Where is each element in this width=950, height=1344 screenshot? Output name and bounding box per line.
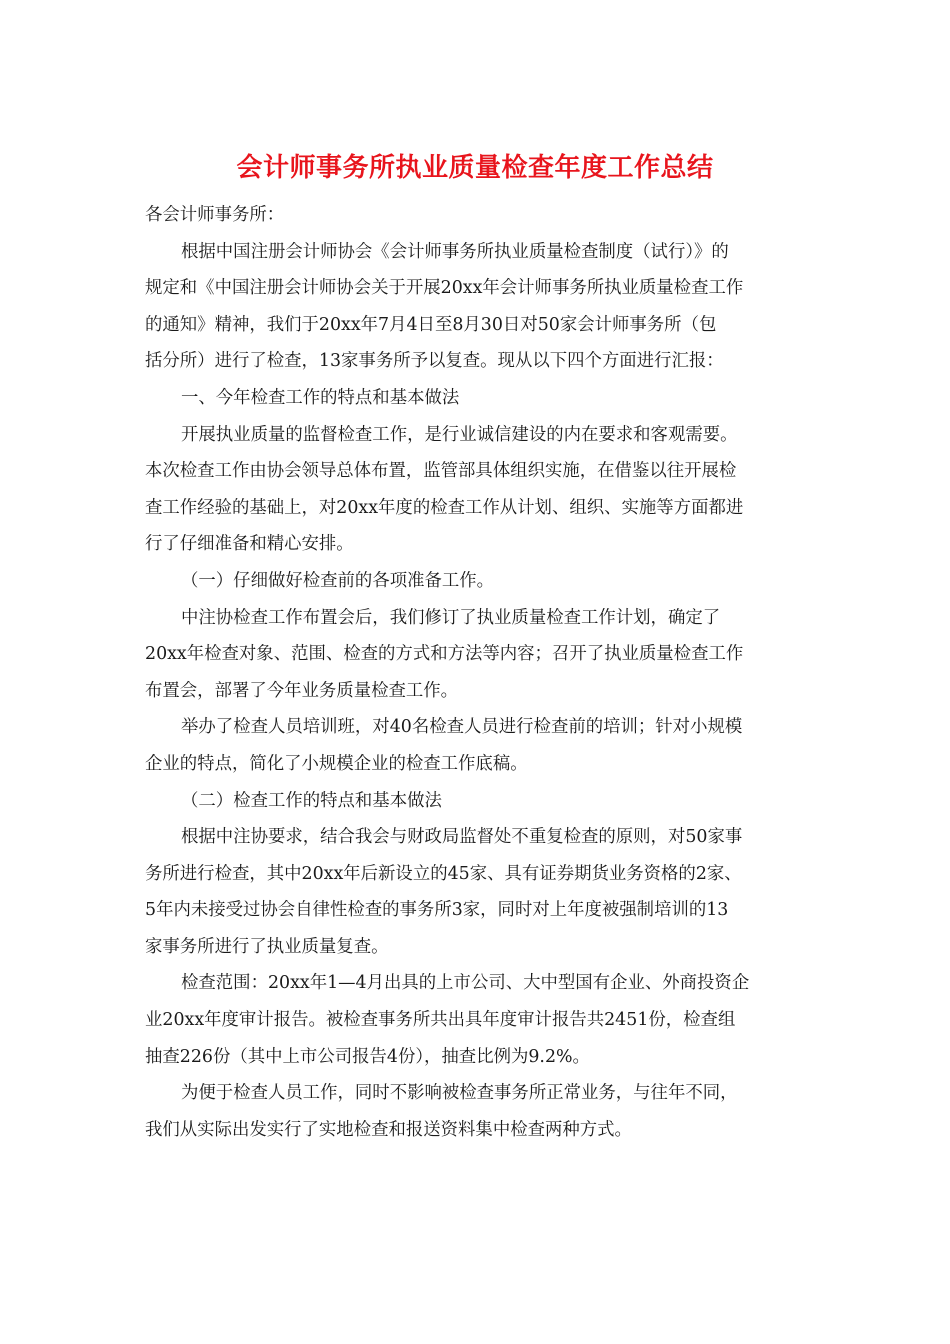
paragraph-line: 举办了检查人员培训班，对40名检查人员进行检查前的培训；针对小规模 <box>181 717 743 738</box>
document-body <box>145 197 805 1148</box>
paragraph-line: 一、今年检查工作的特点和基本做法 <box>181 387 460 408</box>
paragraph-line: 的通知》精神，我们于20xx年7月4日至8月30日对50家会计师事务所（包 <box>145 314 717 335</box>
paragraph-line: 括分所）进行了检查，13家事务所予以复查。现从以下四个方面进行汇报： <box>145 351 724 372</box>
paragraph-line: 务所进行检查，其中20xx年后新设立的45家、具有证券期货业务资格的2家、 <box>145 863 742 884</box>
paragraph-line: 检查范围：20xx年1—4月出具的上市公司、大中型国有企业、外商投资企 <box>181 973 750 994</box>
paragraph-line: （一）仔细做好检查前的各项准备工作。 <box>181 570 495 591</box>
paragraph-line: 业20xx年度审计报告。被检查事务所共出具年度审计报告共2451份，检查组 <box>145 1010 736 1031</box>
paragraph-line: 中注协检查工作布置会后，我们修订了执业质量检查工作计划，确定了 <box>181 607 721 628</box>
paragraph-line: （二）检查工作的特点和基本做法 <box>181 790 442 811</box>
paragraph-line: 开展执业质量的监督检查工作，是行业诚信建设的内在要求和客观需要。 <box>181 424 738 445</box>
paragraph-line: 抽查226份（其中上市公司报告4份），抽查比例为9.2%。 <box>145 1046 590 1067</box>
paragraph-line: 为便于检查人员工作，同时不影响被检查事务所正常业务，与往年不同， <box>181 1083 738 1104</box>
paragraph-line: 5年内未接受过协会自律性检查的事务所3家，同时对上年度被强制培训的13 <box>145 900 729 921</box>
paragraph-line: 本次检查工作由协会领导总体布置，监管部具体组织实施，在借鉴以往开展检 <box>145 461 737 482</box>
paragraph-line: 我们从实际出发实行了实地检查和报送资料集中检查两种方式。 <box>145 1119 632 1140</box>
paragraph-line: 各会计师事务所： <box>145 205 285 225</box>
paragraph-line: 布置会，部署了今年业务质量检查工作。 <box>145 680 459 701</box>
document-title: 会计师事务所执业质量检查年度工作总结 <box>236 153 714 183</box>
paragraph-line: 根据中国注册会计师协会《会计师事务所执业质量检查制度（试行）》的 <box>181 241 729 262</box>
paragraph-line: 根据中注协要求，结合我会与财政局监督处不重复检查的原则，对50家事 <box>181 827 743 848</box>
paragraph-line: 20xx年检查对象、范围、检查的方式和方法等内容；召开了执业质量检查工作 <box>145 644 744 665</box>
paragraph-line: 行了仔细准备和精心安排。 <box>145 534 354 555</box>
paragraph-line: 规定和《中国注册会计师协会关于开展20xx年会计师事务所执业质量检查工作 <box>145 278 744 299</box>
paragraph-line: 企业的特点，简化了小规模企业的检查工作底稿。 <box>145 753 528 774</box>
paragraph-line: 查工作经验的基础上，对20xx年度的检查工作从计划、组织、实施等方面都进 <box>145 497 744 518</box>
paragraph-line: 家事务所进行了执业质量复查。 <box>145 936 389 957</box>
